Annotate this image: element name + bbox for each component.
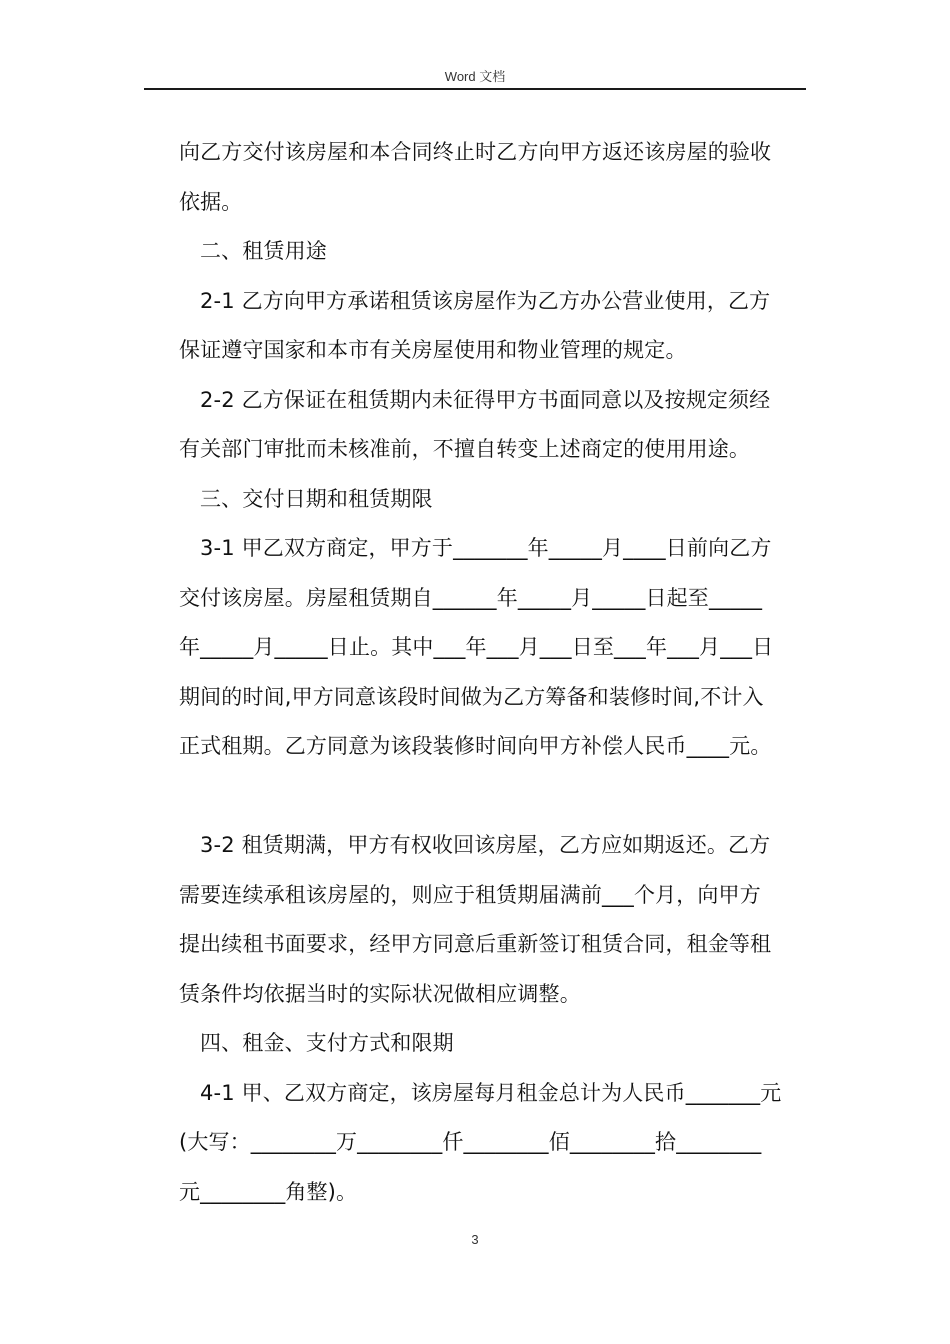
body-line: 需要连续承租该房屋的，则应于租赁期届满前___个月，向甲方	[179, 882, 761, 907]
body-line: 依据。	[179, 189, 243, 214]
blank-line	[179, 772, 809, 822]
body-line: (大写：________万________仟________佰________拾________	[179, 1130, 762, 1154]
section-heading: 二、租赁用途	[200, 239, 327, 263]
header-title: Word 文档	[444, 69, 506, 84]
body-line: 保证遵守国家和本市有关房屋使用和物业管理的规定。	[179, 338, 687, 362]
clause-line: 2-2 乙方保证在租赁期内未征得甲方书面同意以及按规定须经	[200, 387, 771, 412]
body-line: 提出续租书面要求，经甲方同意后重新签订租赁合同，租金等租	[179, 932, 772, 956]
clause-line: 3-2 租赁期满，甲方有权收回该房屋，乙方应如期返还。乙方	[200, 833, 771, 857]
body-line: 交付该房屋。房屋租赁期自______年_____月_____日起至_____	[179, 585, 763, 610]
section-heading: 四、租金、支付方式和限期	[200, 1031, 454, 1055]
body-line: 有关部门审批而未核准前，不擅自转变上述商定的使用用途。	[179, 437, 751, 461]
document-body	[179, 128, 809, 1217]
body-line: 元________角整)。	[179, 1179, 358, 1204]
body-line: 年_____月_____日止。其中___年___月___日至___年___月___日	[179, 635, 774, 659]
clause-line: 4-1 甲、乙双方商定，该房屋每月租金总计为人民币_______元	[200, 1080, 782, 1105]
body-line: 赁条件均依据当时的实际状况做相应调整。	[179, 981, 581, 1006]
clause-line: 2-1 乙方向甲方承诺租赁该房屋作为乙方办公营业使用，乙方	[200, 288, 771, 313]
clause-line: 3-1 甲乙双方商定，甲方于_______年_____月____日前向乙方	[200, 536, 772, 560]
body-line: 期间的时间,甲方同意该段时间做为乙方筹备和装修时间,不计入	[179, 684, 764, 709]
page-header	[144, 66, 806, 90]
section-heading: 三、交付日期和租赁期限	[200, 486, 433, 511]
body-line: 向乙方交付该房屋和本合同终止时乙方向甲方返还该房屋的验收	[179, 140, 772, 164]
body-line: 正式租期。乙方同意为该段装修时间向甲方补偿人民币____元。	[179, 734, 772, 758]
page-number: 3	[471, 1232, 479, 1247]
